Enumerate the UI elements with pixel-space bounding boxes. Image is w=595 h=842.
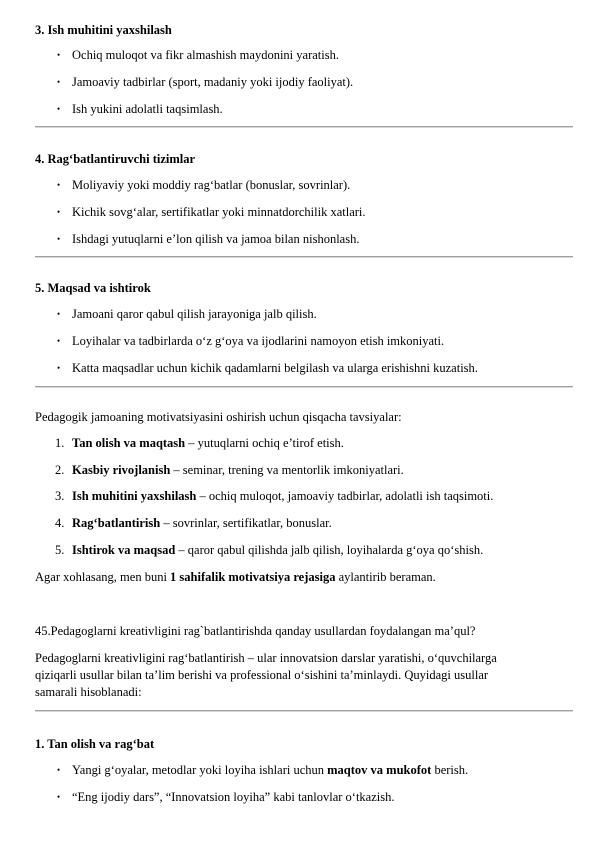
item-number: 2. (55, 463, 65, 477)
list-item-text: Kichik sovg‘alar, sertifikatlar yoki minnatdorchilik xatlari. (72, 205, 366, 219)
bullet: • (57, 234, 61, 244)
list-item-text: Jamoaviy tadbirlar (sport, madaniy yoki ijodiy faoliyat). (72, 75, 354, 89)
item-term: Kasbiy rivojlanish (72, 463, 171, 477)
offer-paragraph (35, 570, 436, 585)
list-item-text: Ish yukini adolatli taqsimlash. (72, 102, 223, 116)
item-description: – seminar, trening va mentorlik imkoniyatlari. (170, 463, 404, 477)
bullet: • (57, 180, 61, 190)
offer-text-end: aylantirib beraman. (335, 570, 436, 584)
item-term: Tan olish va maqtash (72, 436, 186, 450)
horizontal-rule (35, 126, 573, 128)
list-item-text: Ishdagi yutuqlarni e’lon qilish va jamoa bilan nishonlash. (72, 232, 360, 246)
section-5-heading: 5. Maqsad va ishtirok (35, 281, 151, 295)
bullet: • (57, 792, 61, 802)
bullet: • (57, 50, 61, 60)
list-item-text: Yangi g‘oyalar, metodlar yoki loyiha ishlari uchun (72, 763, 328, 777)
list-item-text: Katta maqsadlar uchun kichik qadamlarni belgilash va ularga erishishni kuzatish. (72, 361, 478, 375)
offer-bold-text: 1 sahifalik motivatsiya rejasiga (170, 570, 336, 584)
section-4-heading: 4. Rag‘batlantiruvchi tizimlar (35, 152, 196, 166)
bullet: • (57, 309, 61, 319)
horizontal-rule (35, 710, 573, 712)
item-description: – qaror qabul qilishda jalb qilish, loyihalarda g‘oya qo‘shish. (175, 543, 484, 557)
bullet: • (57, 336, 61, 346)
list-item-text: Jamoani qaror qabul qilish jarayoniga jalb qilish. (72, 307, 317, 321)
bullet: • (57, 77, 61, 87)
horizontal-rule (35, 256, 573, 258)
offer-text: Agar xohlasang, men buni (35, 570, 171, 584)
answer-line: Pedagoglarni kreativligini rag‘batlantirish – ular innovatsion darslar yaratishi, o‘quvchilarga (35, 651, 497, 665)
bullet: • (57, 104, 61, 114)
item-description: – yutuqlarni ochiq e’tirof etish. (185, 436, 344, 450)
question-45: 45.Pedagoglarni kreativligini rag`batlantirishda qanday usullardan foydalangan ma’qul? (35, 624, 476, 638)
item-term: Ish muhitini yaxshilash (72, 489, 197, 503)
bullet: • (57, 363, 61, 373)
item-description: – ochiq muloqot, jamoaviy tadbirlar, adolatli ish taqsimoti. (196, 489, 494, 503)
list-item-bold: maqtov va mukofot (327, 763, 432, 777)
item-number: 1. (55, 436, 65, 450)
answer-line: qiziqarli usullar bilan ta’lim berishi va professional o‘sishini ta’minlaydi. Quyidagi usullar (35, 668, 489, 682)
section-1-heading: 1. Tan olish va rag‘bat (35, 737, 155, 751)
summary-intro: Pedagogik jamoaning motivatsiyasini oshirish uchun qisqacha tavsiyalar: (35, 410, 402, 424)
item-term: Ishtirok va maqsad (72, 543, 176, 557)
list-item-text: Ochiq muloqot va fikr almashish maydonini yaratish. (72, 48, 339, 62)
item-term: Rag‘batlantirish (72, 516, 161, 530)
list-item-text: “Eng ijodiy dars”, “Innovatsion loyiha” kabi tanlovlar o‘tkazish. (72, 790, 395, 804)
section-3-heading: 3. Ish muhitini yaxshilash (35, 23, 172, 37)
list-item-text: Moliyaviy yoki moddiy rag‘batlar (bonuslar, sovrinlar). (72, 178, 351, 192)
horizontal-rule (35, 386, 573, 388)
item-number: 3. (55, 489, 65, 503)
item-number: 5. (55, 543, 65, 557)
bullet: • (57, 207, 61, 217)
list-item-text-end: berish. (431, 763, 469, 777)
answer-line: samarali hisoblanadi: (35, 685, 142, 699)
item-description: – sovrinlar, sertifikatlar, bonuslar. (160, 516, 332, 530)
item-number: 4. (55, 516, 65, 530)
list-item-text: Loyihalar va tadbirlarda o‘z g‘oya va ijodlarini namoyon etish imkoniyati. (72, 334, 445, 348)
bullet: • (57, 765, 61, 775)
